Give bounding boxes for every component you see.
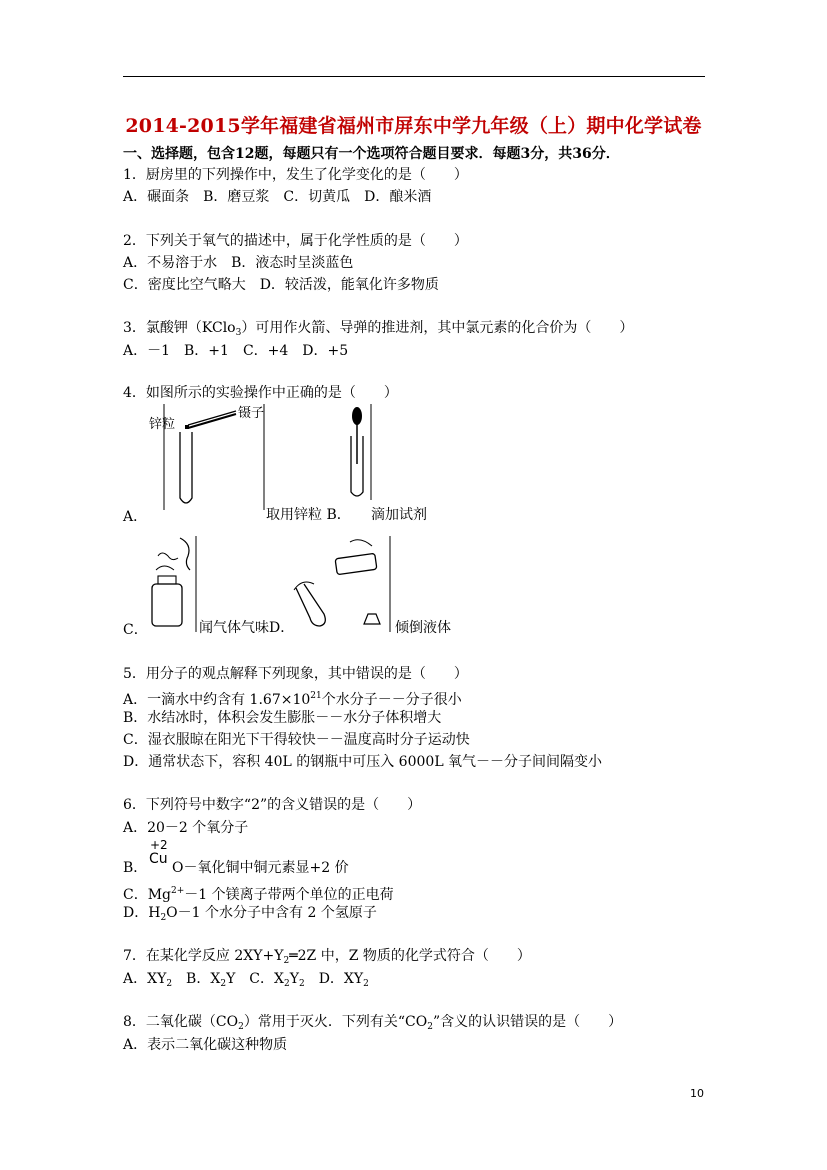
- tweezers-arm2: [188, 411, 236, 425]
- test-tube-d: [296, 584, 325, 626]
- q1-options: A．碾面条 B．磨豆浆 C．切黄瓜 D．酿米酒: [123, 189, 432, 205]
- q8-stem-pre: 8．二氧化碳（CO: [123, 1014, 239, 1030]
- q6-option-b-text: O－氧化铜中铜元素显+2 价: [172, 860, 349, 876]
- q7-stem-subscript: 2: [283, 956, 290, 966]
- zinc-granule: [185, 425, 189, 429]
- q6-option-d: [123, 904, 377, 927]
- figure-pour-liquid: [290, 534, 394, 634]
- q6-d-subscript: 2: [160, 913, 167, 923]
- q5-option-d: D．通常状态下，容积 40L 的钢瓶中可压入 6000L 氧气－－分子间间隔变小: [123, 754, 603, 770]
- q7-opt-d: D．X: [304, 971, 354, 987]
- q4-stem: 4．如图所示的实验操作中正确的是（ ）: [123, 385, 398, 401]
- test-tube-a: [180, 432, 192, 503]
- q8-option-a: A．表示二氧化碳这种物质: [123, 1037, 288, 1053]
- face-profile: [180, 538, 190, 570]
- q5-a-post: 个水分子－－分子很小: [321, 692, 462, 708]
- bottle-neck: [158, 576, 176, 584]
- q6-option-a: A．20－2 个氧分子: [123, 820, 249, 836]
- q2-options-ab: A．不易溶于水 B．液态时呈淡蓝色: [123, 255, 354, 271]
- q6-option-c: [123, 882, 394, 904]
- dropper-bulb: [352, 407, 362, 425]
- header-rule: [123, 76, 705, 77]
- q6-b-element: Cu: [149, 851, 168, 867]
- q3-options: A．－1 B．+1 C．+4 D．+5: [123, 343, 349, 359]
- q7-opt-a-sub: 2: [166, 979, 173, 989]
- q4-option-b-text: 滴加试剂: [371, 507, 427, 523]
- label-zinc: 锌粒: [149, 417, 176, 432]
- q6-c-pre: C．Mg: [123, 887, 172, 903]
- gas-bottle: [152, 584, 182, 626]
- q5-option-c: C．湿衣服晾在阳光下干得较快－－温度高时分子运动快: [123, 732, 470, 748]
- q2-options-cd: C．密度比空气略大 D．较活泼，能氧化许多物质: [123, 277, 439, 293]
- gas-fumes: [156, 566, 174, 570]
- q5-a-superscript: 21: [310, 691, 322, 701]
- q4-option-a-text: 取用锌粒 B．: [266, 507, 351, 523]
- q4-option-c-label: C．: [123, 622, 148, 638]
- q6-c-superscript: 2+: [171, 886, 185, 896]
- figure-smell-gas: [140, 534, 202, 634]
- hand-holding-bottle: [350, 540, 372, 546]
- q7-opt-c-sub: 2: [283, 979, 290, 989]
- waving-hand: [158, 553, 178, 560]
- tweezers-arm1: [188, 414, 236, 428]
- section-heading: 一、选择题，包含12题，每题只有一个选项符合题目要求．每题3分，共36分．: [123, 146, 620, 162]
- q4-option-d-text: 倾倒液体: [395, 620, 451, 636]
- q3-stem: [123, 319, 633, 342]
- q3-stem-post: ）可用作火箭、导弹的推进剂，其中氯元素的化合价为（ ）: [241, 320, 634, 336]
- q4-option-a-label: A．: [123, 509, 148, 525]
- bottle-stopper: [364, 614, 380, 624]
- q7-opt-c2: Y: [289, 971, 299, 987]
- q7-opt-c: Y C．X: [226, 971, 284, 987]
- q8-stem-sub2: 2: [427, 1022, 433, 1032]
- q6-option-b-label: B．: [123, 860, 148, 876]
- q6-d-post: O－1 个水分子中含有 2 个氢原子: [166, 905, 377, 921]
- q7-opt-b-sub: 2: [220, 979, 227, 989]
- q8-stem-mid: ）常用于灭火．下列有关“CO: [243, 1014, 428, 1030]
- q8-stem: [123, 1013, 622, 1036]
- q7-options: [123, 970, 369, 993]
- q6-c-post: －1 个镁离子带两个单位的正电荷: [184, 887, 394, 903]
- q5-stem: 5．用分子的观点解释下列现象，其中错误的是（ ）: [123, 666, 468, 682]
- q6-stem: 6．下列符号中数字“2”的含义错误的是（ ）: [123, 797, 422, 813]
- q8-stem-post: ”含义的认识错误的是（ ）: [432, 1014, 623, 1030]
- q7-opt-a: A．XY: [123, 971, 167, 987]
- page-title: 2014-2015学年福建省福州市屏东中学九年级（上）期中化学试卷: [125, 115, 702, 137]
- page-number: 10: [690, 1087, 704, 1100]
- q7-opt-d-sub: 2: [363, 979, 369, 989]
- q7-stem: [123, 947, 531, 970]
- q8-stem-sub: 2: [238, 1022, 244, 1032]
- q6-d-pre: D．H: [123, 905, 161, 921]
- q5-a-pre: A．一滴水中约含有 1.67×10: [123, 692, 311, 708]
- q3-subscript: 3: [235, 328, 242, 338]
- figure-dropper: [335, 402, 380, 502]
- q7-opt-b: B．X: [172, 971, 221, 987]
- q7-stem-post: ═2Z 中，Z 物质的化学式符合（ ）: [289, 948, 531, 964]
- label-tweezers: 镊子: [238, 406, 265, 421]
- q5-option-b: B．水结冰时，体积会发生膨胀－－水分子体积增大: [123, 710, 442, 726]
- q3-stem-pre: 3．氯酸钾（KClo: [123, 320, 236, 336]
- q6-b-valence: +2: [150, 838, 168, 852]
- q5-option-a: [123, 687, 462, 709]
- q1-stem: 1．厨房里的下列操作中，发生了化学变化的是（ ）: [123, 167, 468, 183]
- q4-option-c-text: 闻气体气味D．: [199, 620, 295, 636]
- q7-stem-pre: 7．在某化学反应 2XY+Y: [123, 948, 284, 964]
- q7-opt-c-sub2: 2: [298, 979, 305, 989]
- q7-opt-d2: Y: [353, 971, 364, 987]
- reagent-bottle: [335, 553, 377, 574]
- q2-stem: 2．下列关于氧气的描述中，属于化学性质的是（ ）: [123, 233, 468, 249]
